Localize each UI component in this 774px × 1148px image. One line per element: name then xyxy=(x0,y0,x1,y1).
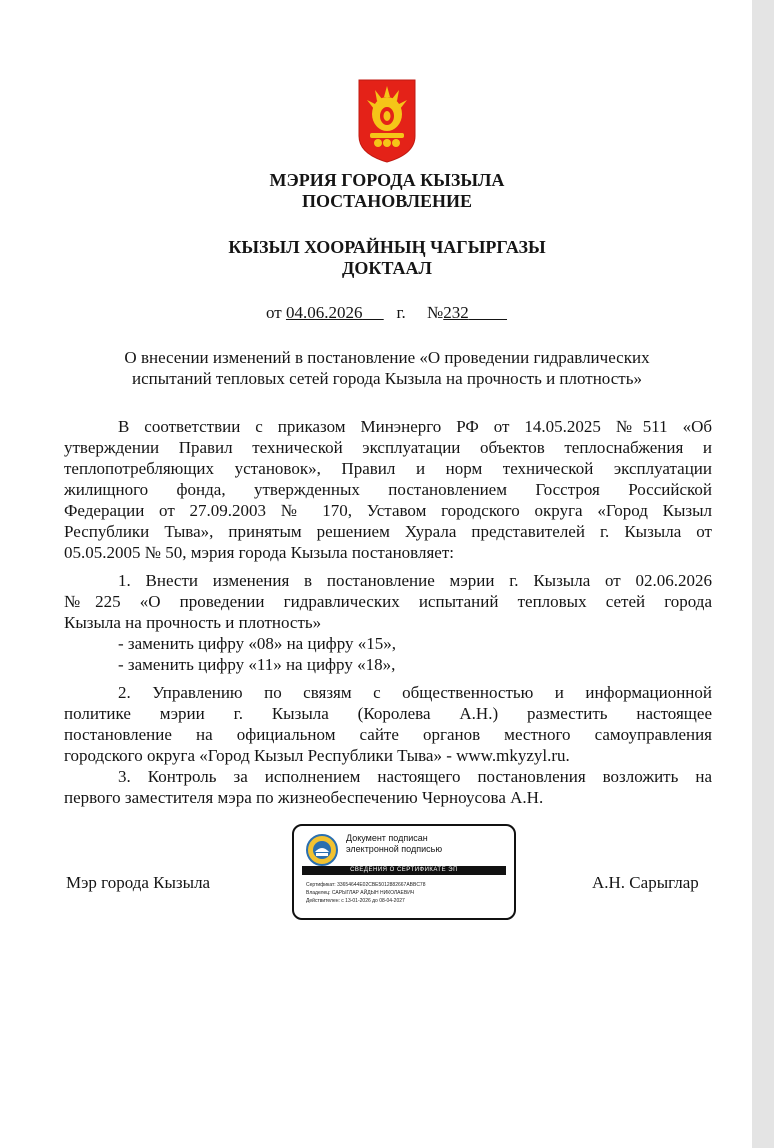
body-line: В соответствии с приказом Минэнерго РФ от 14.05.2025 №511 «Об xyxy=(118,417,712,436)
subject-line-1: О внесении изменений в постановление «О проведении гидравлических xyxy=(124,348,650,367)
body-line: утверждении Правил технической эксплуатации объектов теплоснабжения и xyxy=(64,438,712,457)
body-line: теплопотребляющих установок», Правил и норм технической эксплуатации xyxy=(64,459,712,478)
certificate-owner: Владелец: САРЫГЛАР АЙДЫН НИКОЛАЕВИЧ xyxy=(306,890,415,896)
body-line: первого заместителя мэра по жизнеобеспечению Черноусова А.Н. xyxy=(64,788,544,807)
issuer-title: МЭРИЯ ГОРОДА КЫЗЫЛА xyxy=(269,170,505,190)
body-line: Кызыла на прочность и плотность» xyxy=(64,613,322,632)
date-prefix: от xyxy=(266,303,282,322)
state-emblem-icon xyxy=(306,834,338,866)
e-signature-stamp xyxy=(292,824,516,920)
body-line: 05.05.2005 № 50, мэрия города Кызыла постановляет: xyxy=(64,543,454,562)
stamp-title: Документ подписан электронной подписью xyxy=(346,833,443,854)
body-line: городского округа «Город Кызыл Республики Тыва» - www.mkyzyl.ru. xyxy=(64,746,570,765)
body-line: Федерации от 27.09.2003 № 170, Уставом городского округа «Город Кызыл xyxy=(64,501,712,520)
list-item: - заменить цифру «11» на цифру «18», xyxy=(118,655,396,674)
number-sign: № xyxy=(427,303,444,322)
signatory-position: Мэр города Кызыла xyxy=(66,873,211,892)
year-abbr: г. xyxy=(396,303,406,322)
body-line: 3. Контроль за исполнением настоящего постановления возложить на xyxy=(118,767,712,786)
date-line xyxy=(266,302,507,323)
issuer-title-tuvan: КЫЗЫЛ ХООРАЙНЫҢ ЧАГЫРГАЗЫ xyxy=(228,237,546,257)
document-type: ПОСТАНОВЛЕНИЕ xyxy=(301,191,473,211)
stamp-band: СВЕДЕНИЯ О СЕРТИФИКАТЕ ЭП xyxy=(302,866,506,875)
body-line: жилищного фонда, утвержденных постановлением Госстроя Российской xyxy=(64,480,712,499)
coat-of-arms-icon xyxy=(357,78,417,164)
body-line: №225 «О проведении гидравлических испытаний тепловых сетей города xyxy=(64,592,712,611)
body-line: политике мэрии г. Кызыла (Королева А.Н.) разместить настоящее xyxy=(64,704,712,723)
body-line: 1. Внести изменения в постановление мэрии г. Кызыла от 02.06.2026 xyxy=(118,571,712,590)
viewer-margin xyxy=(752,0,774,1148)
body-line: Республики Тыва», принятым решением Хурала представителей г. Кызыла от xyxy=(64,522,712,541)
subject-line-2: испытаний тепловых сетей города Кызыла на прочность и плотность» xyxy=(132,369,642,388)
document-number: 232 xyxy=(443,303,469,322)
certificate-validity: Действителен: с 13-01-2026 до 08-04-2027 xyxy=(306,898,405,904)
signatory-name: А.Н. Сарыглар xyxy=(592,873,699,892)
certificate-number: Сертификат: 33654644E02CBE5012882667ABBC78 xyxy=(306,882,426,888)
list-item: - заменить цифру «08» на цифру «15», xyxy=(118,634,396,653)
document-type-tuvan: ДОКТААЛ xyxy=(342,258,432,278)
body-line: 2. Управлению по связям с общественностью и информационной xyxy=(118,683,712,702)
body-line: постановление на официальном сайте органов местного самоуправления xyxy=(64,725,712,744)
document-date: 04.06.2026 xyxy=(285,303,363,322)
